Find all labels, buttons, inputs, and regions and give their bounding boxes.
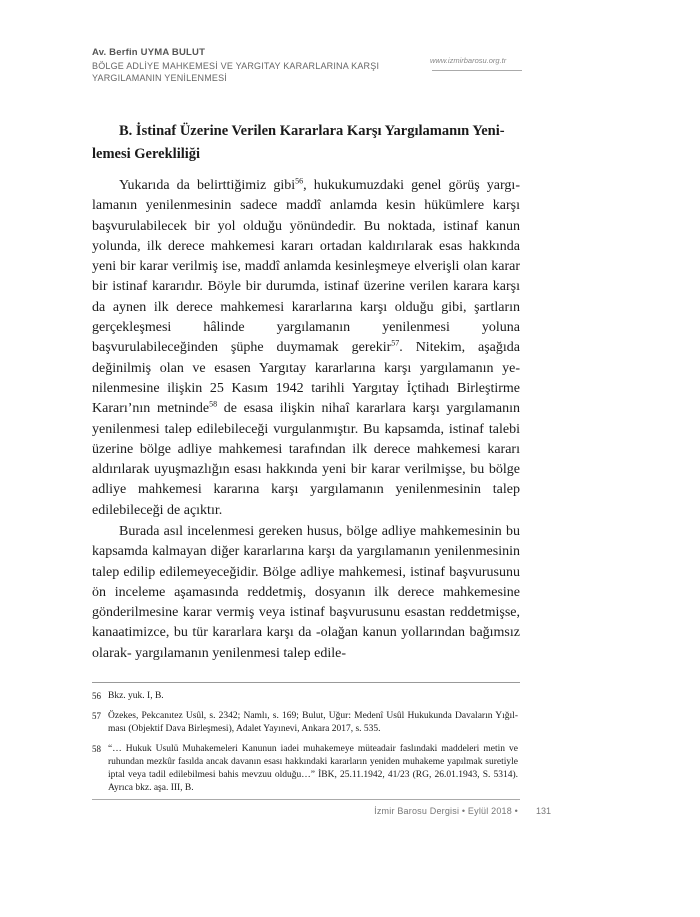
body-paragraph-2: Burada asıl incelenmesi gereken husus, bölge adliye mahkemesinin bu kapsamda kalmayan diğer kararlarına karşı da yargılamanın yenilenmesinin talep edilip edilemeyeceğidir. Bölge adliye mahkemesi, istinaf başvurusunu ön inceleme aşamasında reddetmiş, dosyanın ilk derece mahkemesine gönderilmesine karar vermiş veya istinaf başvurusunu esastan reddetmişse, kanaatimizce, bu tür kararlara karşı da -olağan kanun yollarından bağımsız olarak- yargılamanın yenilenmesi talep edile- — [92, 524, 520, 661]
paragraph-text: , hukukumuzdaki genel görüş yargılamanın yenilenmesinin sadece maddî anlamda kesin hükümlere karşı başvurulabilecek bir yol olduğu yönündedir. Bu noktada, istinaf kanun yolunda, ilk derece mahkemesi kararı ortadan kaldırılarak esas hakkında yeni bir karar verilmiş ise, maddî anlamda kesinleşmeye elverişli olan karar bir istinaf kararıdır. Böyle bir durumda, istinaf üzerine verilen karara karşı da aynen ilk derece mahkemesi kararlarına karşı olduğu gibi, şartların gerçekleşmesi hâlinde yargılamanın yenilenmesi yoluna başvurulabileceğinden şüphe duymamak gerekir — [92, 178, 520, 356]
paragraph-text: . Nitekim, aşağıda değinilmiş olan ve esasen Yargıtay kararlarına karşı yargılamanın yenilenmesine ilişkin 25 Kasım 1942 tarihli Yargıtay İçtihadı Birleştirme Kararı’nın metninde — [92, 340, 520, 417]
footnote-ref-58: 58 — [209, 399, 218, 409]
journal-footer: İzmir Barosu Dergisi • Eylül 2018 • — [374, 806, 518, 816]
footnote-number: 57 — [92, 711, 101, 721]
body-paragraph-1 — [92, 176, 520, 521]
footnote-ref-57: 57 — [391, 338, 400, 348]
footnote-58 — [92, 743, 520, 795]
footnote-text: Özekes, Pekcanıtez Usûl, s. 2342; Namlı, s. 169; Bulut, Uğur: Medenî Usûl Hukukunda Davaların Yığılması (Objektif Dava Birleşmesi), Adalet Yayınevi, Ankara 2017, s. 535. — [108, 711, 518, 734]
header-url: www.izmirbarosu.org.tr — [430, 56, 507, 65]
footnote-text: “… Hukuk Usulü Muhakemeleri Kanunun iadei muhakemeye müteadair faslındaki maddeleri metin ve ruhundan mezkûr fasılda ancak davanın esası hakkındaki kararların yeniden muhakeme yapılmak suretiyle iptal veya tadil edilebilmesi bahis mevzuu olduğu…” İBK, 25.11.1942, 41/23 (RG, 26.01.1943, S. 5314). Ayrıca bkz. aşa. III, B. — [108, 744, 518, 793]
footnote-number: 56 — [92, 691, 101, 701]
running-header-author: Av. Berfin UYMA BULUT — [92, 47, 206, 58]
footnote-number: 58 — [92, 744, 101, 754]
paragraph-text: Yukarıda da belirttiğimiz gibi — [119, 178, 296, 193]
footnote-57 — [92, 710, 520, 736]
footnote-ref-56: 56 — [295, 176, 304, 186]
footnote-text: Bkz. yuk. I, B. — [108, 691, 164, 701]
footer-rule — [92, 799, 520, 800]
page-number: 131 — [536, 806, 552, 816]
paragraph-text: de esasa ilişkin nihaî kararlara karşı yargılamanın yenilenmesi talep edilebileceği vurgulanmıştır. Bu kapsamda, istinaf talebi üzerine bölge adliye mahkemesi tarafından ilk derece mahkemesi kararı aldırılarak uyuşmazlığın esası hakkında yeni bir karar verilmişse, bu bölge adliye mahkemesi kararına karşı yargılamanın yenilenmesinin talep edilebileceği de açıktır. — [92, 401, 520, 518]
footnote-separator — [92, 682, 520, 683]
section-heading: B. İstinaf Üzerine Verilen Kararlara Karşı Yargılamanın Yenilemesi Gerekliliği — [92, 123, 505, 162]
header-rule — [432, 70, 522, 71]
footnote-56 — [92, 690, 520, 703]
running-header-title: BÖLGE ADLİYE MAHKEMESİ VE YARGITAY KARARLARINA KARŞI YARGILAMANIN YENİLENMESİ — [92, 61, 380, 83]
